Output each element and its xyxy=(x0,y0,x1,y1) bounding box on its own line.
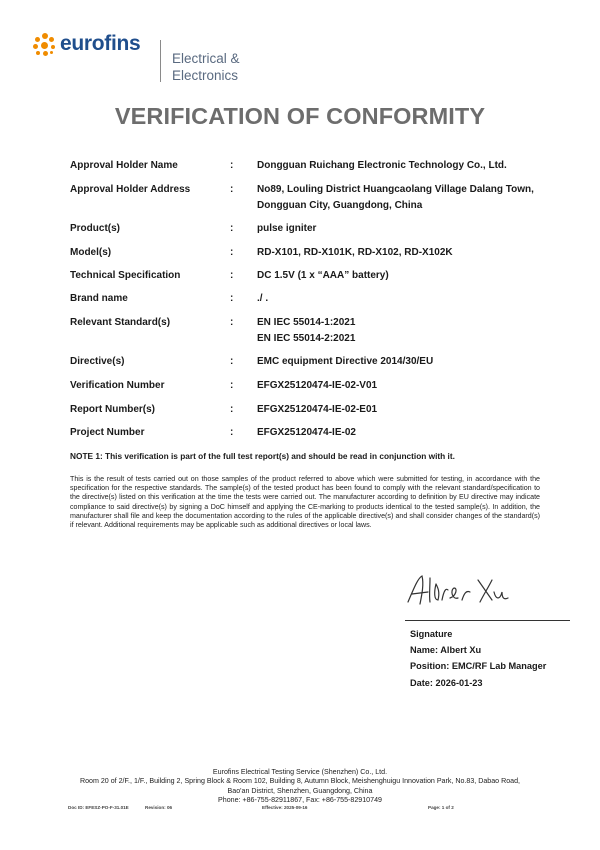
field-colon: : xyxy=(230,380,234,391)
field-value: EFGX25120474-IE-02 xyxy=(257,427,356,438)
note-1: NOTE 1: This verification is part of the full test report(s) and should be read in conjunction with it. xyxy=(70,451,455,461)
division-name xyxy=(172,50,240,84)
footer-address xyxy=(0,768,600,805)
brand-wordmark: eurofins xyxy=(60,32,141,55)
field-value: EFGX25120474-IE-02-E01 xyxy=(257,404,378,415)
field-label: Product(s) xyxy=(70,223,120,234)
field-colon: : xyxy=(230,317,234,328)
field-colon: : xyxy=(230,356,234,367)
footer-contact: Phone: +86-755-82911867, Fax: +86-755-82910749 xyxy=(218,795,382,804)
field-colon: : xyxy=(230,293,234,304)
eurofins-dots-icon xyxy=(33,33,57,57)
field-colon: : xyxy=(230,404,234,415)
field-label: Relevant Standard(s) xyxy=(70,317,171,328)
page-title: VERIFICATION OF CONFORMITY xyxy=(114,103,486,129)
field-label: Approval Holder Address xyxy=(70,184,191,195)
field-value: No89, Louling District Huangcaolang Village Dalang Town, xyxy=(257,184,534,195)
field-value: EN IEC 55014-1:2021 xyxy=(257,317,356,328)
field-colon: : xyxy=(230,184,234,195)
field-colon: : xyxy=(230,247,234,258)
field-value-line-2: EN IEC 55014-2:2021 xyxy=(257,333,356,344)
footer-address-line-2: Bao'an District, Shenzhen, Guangdong, China xyxy=(227,786,373,795)
field-value: DC 1.5V (1 x “AAA” battery) xyxy=(257,270,389,281)
field-colon: : xyxy=(230,427,234,438)
signatory-name: Name: Albert Xu xyxy=(410,645,482,656)
field-label: Verification Number xyxy=(70,380,165,391)
doc-revision: Revision: 06 xyxy=(145,805,173,810)
field-label: Project Number xyxy=(70,427,145,438)
doc-effective-date: Effective: 2025-09-16 xyxy=(262,805,308,810)
field-label: Technical Specification xyxy=(70,270,181,281)
field-label: Approval Holder Name xyxy=(70,160,178,171)
signature-date: Date: 2026-01-23 xyxy=(410,677,483,688)
page-number: Page: 1 of 2 xyxy=(428,805,454,810)
footer-address-line-1: Room 20 of 2/F., 1/F., Building 2, Spring Block & Room 102, Building 8, Autumn Block, Meishenghuigu Innovation Park, No.83, Dabao Road, xyxy=(79,777,521,786)
handwritten-signature xyxy=(400,570,520,610)
field-colon: : xyxy=(230,160,234,171)
field-colon: : xyxy=(230,223,234,234)
field-value: EFGX25120474-IE-02-V01 xyxy=(257,380,378,391)
signature-line xyxy=(405,620,570,621)
field-label: Directive(s) xyxy=(70,356,125,367)
field-value-line-2: Dongguan City, Guangdong, China xyxy=(257,200,423,211)
doc-id: Doc ID: EFESZ-PO-F-31.01E xyxy=(68,805,129,810)
conformity-statement: This is the result of tests carried out on those samples of the product referred to above which were submitted for testing, in accordance with the specification for the respective standards. The sample(s) of the tested product has been found to comply with the relevant standard/specification to the directive(s) listed on this verification at the time the tests were carried out. The manufacturer according to definition by EU directive may indicate compliance to said directive(s) by signing a DoC himself and applying the CE-marking to products identical to the tested sample(s). In addition, the manufacturer shall file and keep the documentation according to the rules of the applicable directive(s) and shall consider changes of the standard(s) if relevant. Additional requirements may be applicable such as additional directives or local laws. xyxy=(70,475,540,530)
field-label: Brand name xyxy=(70,293,128,304)
signatory-position: Position: EMC/RF Lab Manager xyxy=(410,661,547,672)
signature-heading: Signature xyxy=(410,629,453,639)
field-colon: : xyxy=(230,270,234,281)
header-divider xyxy=(160,40,161,82)
signatory-details xyxy=(410,626,546,691)
division-line-1: Electrical & xyxy=(172,51,240,66)
footer-company: Eurofins Electrical Testing Service (Shenzhen) Co., Ltd. xyxy=(212,768,388,776)
field-value: pulse igniter xyxy=(257,223,317,234)
field-value: EMC equipment Directive 2014/30/EU xyxy=(257,356,434,367)
field-value: Dongguan Ruichang Electronic Technology Co., Ltd. xyxy=(257,160,507,171)
field-value: RD-X101, RD-X101K, RD-X102, RD-X102K xyxy=(257,247,453,258)
field-value: ./ . xyxy=(257,293,269,304)
field-label: Model(s) xyxy=(70,247,112,258)
eurofins-logo xyxy=(33,31,140,57)
field-label: Report Number(s) xyxy=(70,404,156,415)
division-line-2: Electronics xyxy=(172,68,239,83)
